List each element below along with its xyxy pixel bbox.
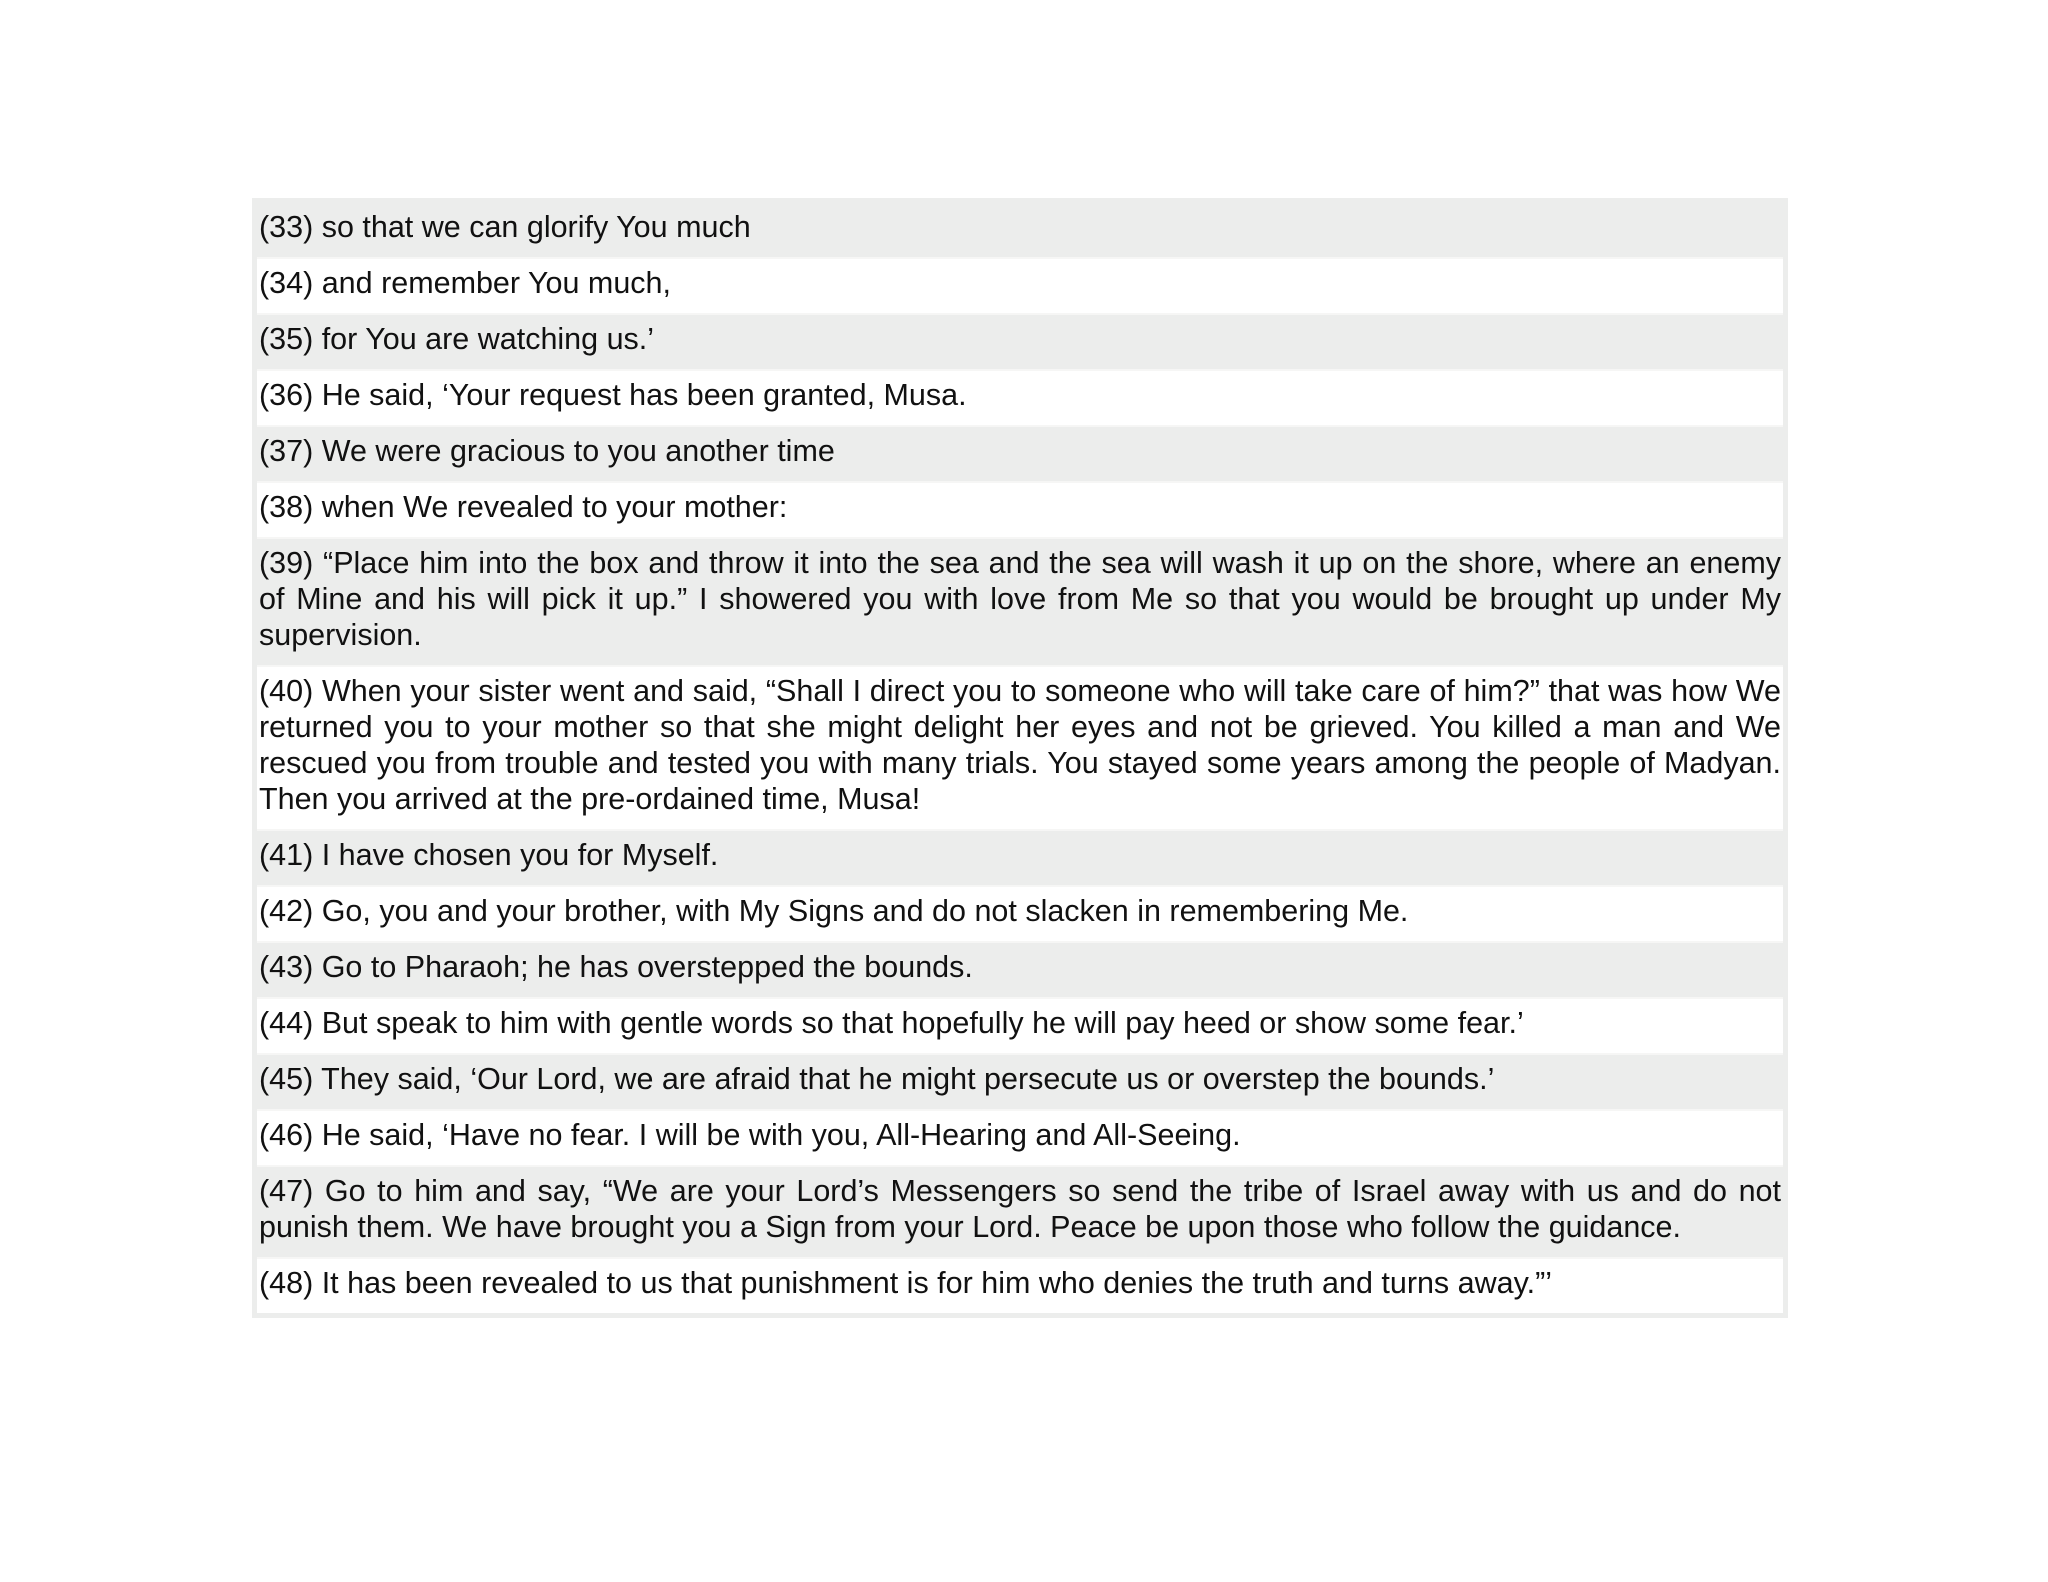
verse-row-35: (35) for You are watching us.’ (257, 315, 1783, 371)
verse-row-42: (42) Go, you and your brother, with My Signs and do not slacken in remembering Me. (257, 887, 1783, 943)
verse-row-44: (44) But speak to him with gentle words so that hopefully he will pay heed or show some fear.’ (257, 999, 1783, 1055)
verse-row-38: (38) when We revealed to your mother: (257, 483, 1783, 539)
verse-row-41: (41) I have chosen you for Myself. (257, 831, 1783, 887)
verse-row-46: (46) He said, ‘Have no fear. I will be with you, All-Hearing and All-Seeing. (257, 1111, 1783, 1167)
verse-row-45: (45) They said, ‘Our Lord, we are afraid that he might persecute us or overstep the bounds.’ (257, 1055, 1783, 1111)
verse-table (252, 198, 1788, 1318)
verse-row-43: (43) Go to Pharaoh; he has overstepped the bounds. (257, 943, 1783, 999)
verse-row-36: (36) He said, ‘Your request has been granted, Musa. (257, 371, 1783, 427)
verse-row-39: (39) “Place him into the box and throw it into the sea and the sea will wash it up on the shore, where an enemy of Mine and his will pick it up.” I showered you with love from Me so that you would be brought up under My supervision. (257, 539, 1783, 667)
verse-row-37: (37) We were gracious to you another time (257, 427, 1783, 483)
verse-row-47: (47) Go to him and say, “We are your Lord’s Messengers so send the tribe of Israel away with us and do not punish them. We have brought you a Sign from your Lord. Peace be upon those who follow the guidance. (257, 1167, 1783, 1259)
verse-row-34: (34) and remember You much, (257, 259, 1783, 315)
verse-row-40: (40) When your sister went and said, “Shall I direct you to someone who will take care of him?” that was how We returned you to your mother so that she might delight her eyes and not be grieved. You killed a man and We rescued you from trouble and tested you with many trials. You stayed some years among the people of Madyan. Then you arrived at the pre-ordained time, Musa! (257, 667, 1783, 831)
verse-row-33: (33) so that we can glorify You much (257, 203, 1783, 259)
verse-row-48: (48) It has been revealed to us that punishment is for him who denies the truth and turns away.”’ (257, 1259, 1783, 1313)
